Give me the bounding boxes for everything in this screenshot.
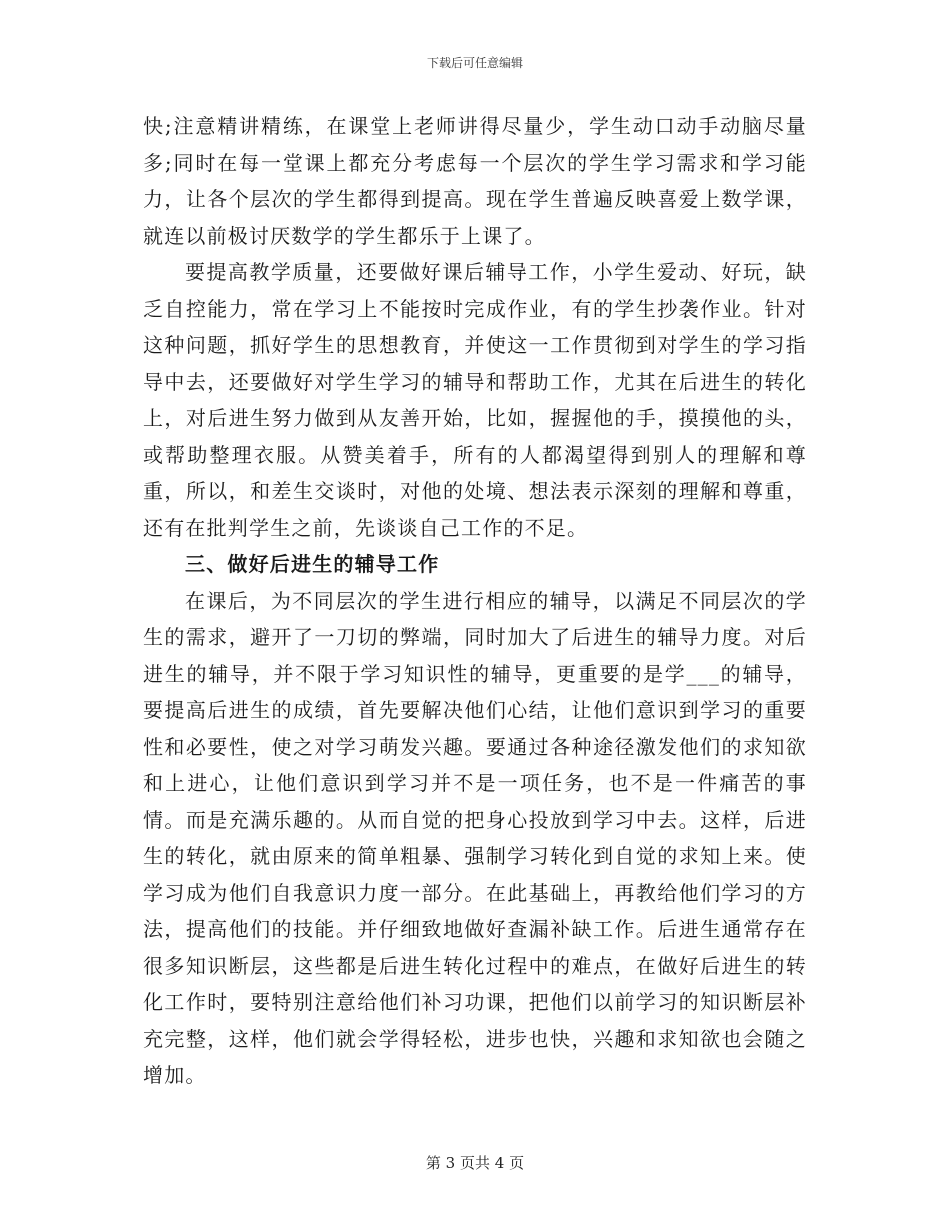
section-heading: 三、做好后进生的辅导工作 [185, 552, 440, 576]
paragraph-after-class: 在课后，为不同层次的学生进行相应的辅导，以满足不同层次的学生的需求，避开了一刀切的弊端，同时加大了后进生的辅导力度。对后进生的辅导，并不限于学习知识性的辅导，更重要的是学___的辅导，要提高后进生的成绩，首先要解决他们心结，让他们意识到学习的重要性和必要性，使之对学习萌发兴趣。要通过各种途径激发他们的求知欲和上进心，让他们意识到学习并不是一项任务，也不是一件痛苦的事情。而是充满乐趣的。从而自觉的把身心投放到学习中去。这样，后进生的转化，就由原来的简单粗暴、强制学习转化到自觉的求知上来。使学习成为他们自我意识力度一部分。在此基础上，再教给他们学习的方法，提高他们的技能。并仔细致地做好查漏补缺工作。后进生通常存在很多知识断层，这些都是后进生转化过程中的难点，在做好后进生的转化工作时，要特别注意给他们补习功课，把他们以前学习的知识断层补充完整，这样，他们就会学得轻松，进步也快，兴趣和求知欲也会随之增加。 [143, 588, 807, 1087]
page-footer: 第 3 页共 4 页 [425, 1154, 525, 1172]
document-body [143, 108, 807, 1094]
page-header: 下载后可任意编辑 [426, 56, 523, 70]
paragraph-tutoring: 要提高教学质量，还要做好课后辅导工作，小学生爱动、好玩，缺乏自控能力，常在学习上不能按时完成作业，有的学生抄袭作业。针对这种问题，抓好学生的思想教育，并使这一工作贯彻到对学生的学习指导中去，还要做好对学生学习的辅导和帮助工作，尤其在后进生的转化上，对后进生努力做到从友善开始，比如，握握他的手，摸摸他的头，或帮助整理衣服。从赞美着手，所有的人都渴望得到别人的理解和尊重，所以，和差生交谈时，对他的处境、想法表示深刻的理解和尊重，还有在批判学生之前，先谈谈自己工作的不足。 [143, 260, 807, 540]
paragraph-continuation: 快;注意精讲精练，在课堂上老师讲得尽量少，学生动口动手动脑尽量多;同时在每一堂课上都充分考虑每一个层次的学生学习需求和学习能力，让各个层次的学生都得到提高。现在学生普遍反映喜爱上数学课，就连以前极讨厌数学的学生都乐于上课了。 [143, 114, 807, 248]
